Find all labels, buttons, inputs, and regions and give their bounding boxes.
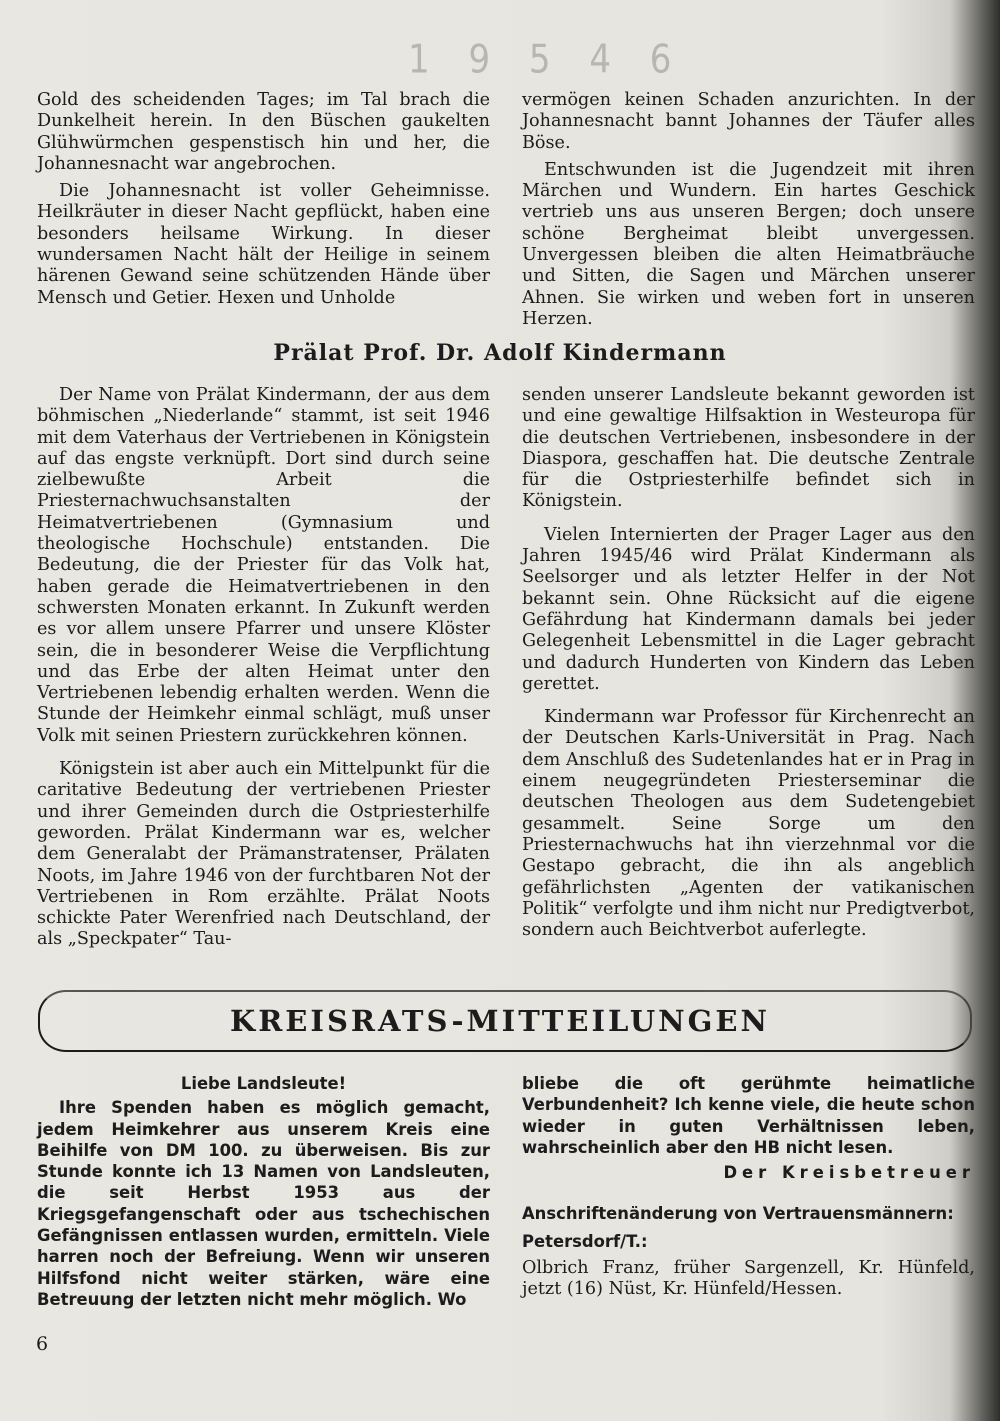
kreisrat-paragraph: Ihre Spenden haben es möglich gemacht, jedem Heimkehrer aus unserem Kreis eine Beihilfe von DM 100. zu überweisen. Bis zur Stunde konnte ich 13 Namen von Landsleuten, die seit Herbst 1953 aus der Kriegsgefangenschaft oder aus tschechischen Gefängnissen entlassen wurden, ermitteln. Viele harren noch der Befreiung. Wenn wir unseren Hilfsfond nicht weiter stärken, wäre eine Betreuung der letzten nicht mehr möglich. Wo (37, 1098, 490, 1309)
intro-paragraph: Entschwunden ist die Jugendzeit mit ihren Märchen und Wundern. Ein hartes Geschick vertrieb uns aus unseren Bergen; doch unsere schöne Bergheimat bleibt unvergessen. Unvergessen bleiben die alten Heimatbräuche und Sitten, die Sagen und Märchen unserer Ahnen. Sie wirken und weben fort in unseren Herzen. (522, 159, 975, 329)
article-column-right (522, 385, 975, 941)
intro-paragraph: Die Johannesnacht ist voller Geheimnisse. Heilkräuter in dieser Nacht gepflückt, haben eine besonders heilsame Wirkung. In dieser wundersamen Nacht hält der Heilige in seinem härenen Gewand seine schützenden Hände über Mensch und Getier. Hexen und Unholde (37, 181, 490, 308)
archive-stamp: 1 9 5 4 6 (408, 37, 686, 83)
address-entry: Olbrich Franz, früher Sargenzell, Kr. Hünfeld, jetzt (16) Nüst, Kr. Hünfeld/Hessen. (522, 1258, 975, 1300)
article-paragraph: Kindermann war Professor für Kirchenrecht an der Deutschen Karls-Universität in Prag. Nach dem Anschluß des Sudetenlandes hat er in Prag in einem neugegründeten Priesterseminar die deutschen Theologen aus dem Sudetengebiet gesammelt. Seine Sorge um den Priesternachwuchs hat ihn vierzehnmal vor die Gestapo gebracht, die ihn als angeblich gefährlichsten „Agenten der vatikanischen Politik“ verfolgte und ihm nicht nur Predigtverbot, sondern auch Beichtverbot auferlegte. (522, 707, 975, 941)
intro-paragraph: Gold des scheidenden Tages; im Tal brach die Dunkelheit herein. In den Büschen gaukelten Glühwürmchen gespenstisch hin und her, die Johannesnacht war angebrochen. (37, 90, 490, 174)
intro-paragraph: vermögen keinen Schaden anzurichten. In der Johannesnacht bannt Johannes der Täufer alles Böse. (522, 90, 975, 153)
page-number: 6 (36, 1333, 49, 1355)
kreisrat-column-right (522, 1073, 975, 1301)
article-paragraph: Königstein ist aber auch ein Mittelpunkt für die caritative Bedeutung der vertriebenen Priester und ihrer Gemeinden durch die Ostpriesterhilfe geworden. Prälat Kindermann war es, welcher dem Generalabt der Prämanstratenser, Prälaten Noots, im Jahre 1946 von der furchtbaren Not der Vertriebenen in Rom erzählte. Prälat Noots schickte Pater Werenfried nach Deutschland, der als „Speckpater“ Tau- (37, 759, 490, 950)
address-heading: Anschriftenänderung von Vertrauensmännern: (522, 1204, 954, 1224)
article-paragraph: Vielen Internierten der Prager Lager aus den Jahren 1945/46 wird Prälat Kindermann als Seelsorger und als letzter Helfer in der Not bekannt sein. Ohne Rücksicht auf die eigene Gefährdung hat Kindermann damals bei jeder Gelegenheit Lebensmittel in die Lager gebracht und dadurch Hunderten von Kindern das Leben gerettet. (522, 524, 975, 694)
section-banner-title: KREISRATS-MITTEILUNGEN (230, 1004, 770, 1038)
article-paragraph: Der Name von Prälat Kindermann, der aus dem böhmischen „Niederlande“ stammt, ist seit 1946 mit dem Vaterhaus der Vertriebenen in Königstein auf das engste verknüpft. Dort sind durch seine zielbewußte Arbeit die Priesternachwuchsanstalten der Heimatvertriebenen (Gymnasium und theologische Hochschule) entstanden. Die Bedeutung, die der Priester für das Volk hat, haben gerade die Heimatvertriebenen in den schwersten Monaten erkannt. In Zukunft werden es vor allem unsere Pfarrer und unsere Klöster sein, die in besonderer Weise die Verpflichtung und das Erbe der alten Heimat unter den Vertriebenen lebendig erhalten werden. Wenn die Stunde der Heimkehr einmal schlägt, muß unser Volk mit seinen Priestern zurückkehren können. (37, 385, 490, 746)
kreisrat-column-left (37, 1073, 490, 1310)
article-title: Prälat Prof. Dr. Adolf Kindermann (273, 340, 727, 366)
greeting: Liebe Landsleute! (180, 1074, 347, 1093)
article-column-left (37, 385, 490, 951)
article-paragraph: senden unserer Landsleute bekannt geworden ist und eine gewaltige Hilfsaktion in Westeuropa für die deutschen Vertriebenen, insbesondere in der Diaspora, geschaffen hat. Die deutsche Zentrale für die Ostpriesterhilfe befindet sich in Königstein. (522, 385, 975, 512)
kreisrat-paragraph: bliebe die oft gerühmte heimatliche Verbundenheit? Ich kenne viele, die heute schon wieder in guten Verhältnissen leben, wahrscheinlich aber den HB nicht lesen. (522, 1074, 975, 1157)
intro-column-right (522, 90, 975, 330)
address-place: Petersdorf/T.: (522, 1231, 648, 1251)
intro-column-left (37, 90, 490, 309)
signature: Der Kreisbetreuer (723, 1163, 975, 1183)
